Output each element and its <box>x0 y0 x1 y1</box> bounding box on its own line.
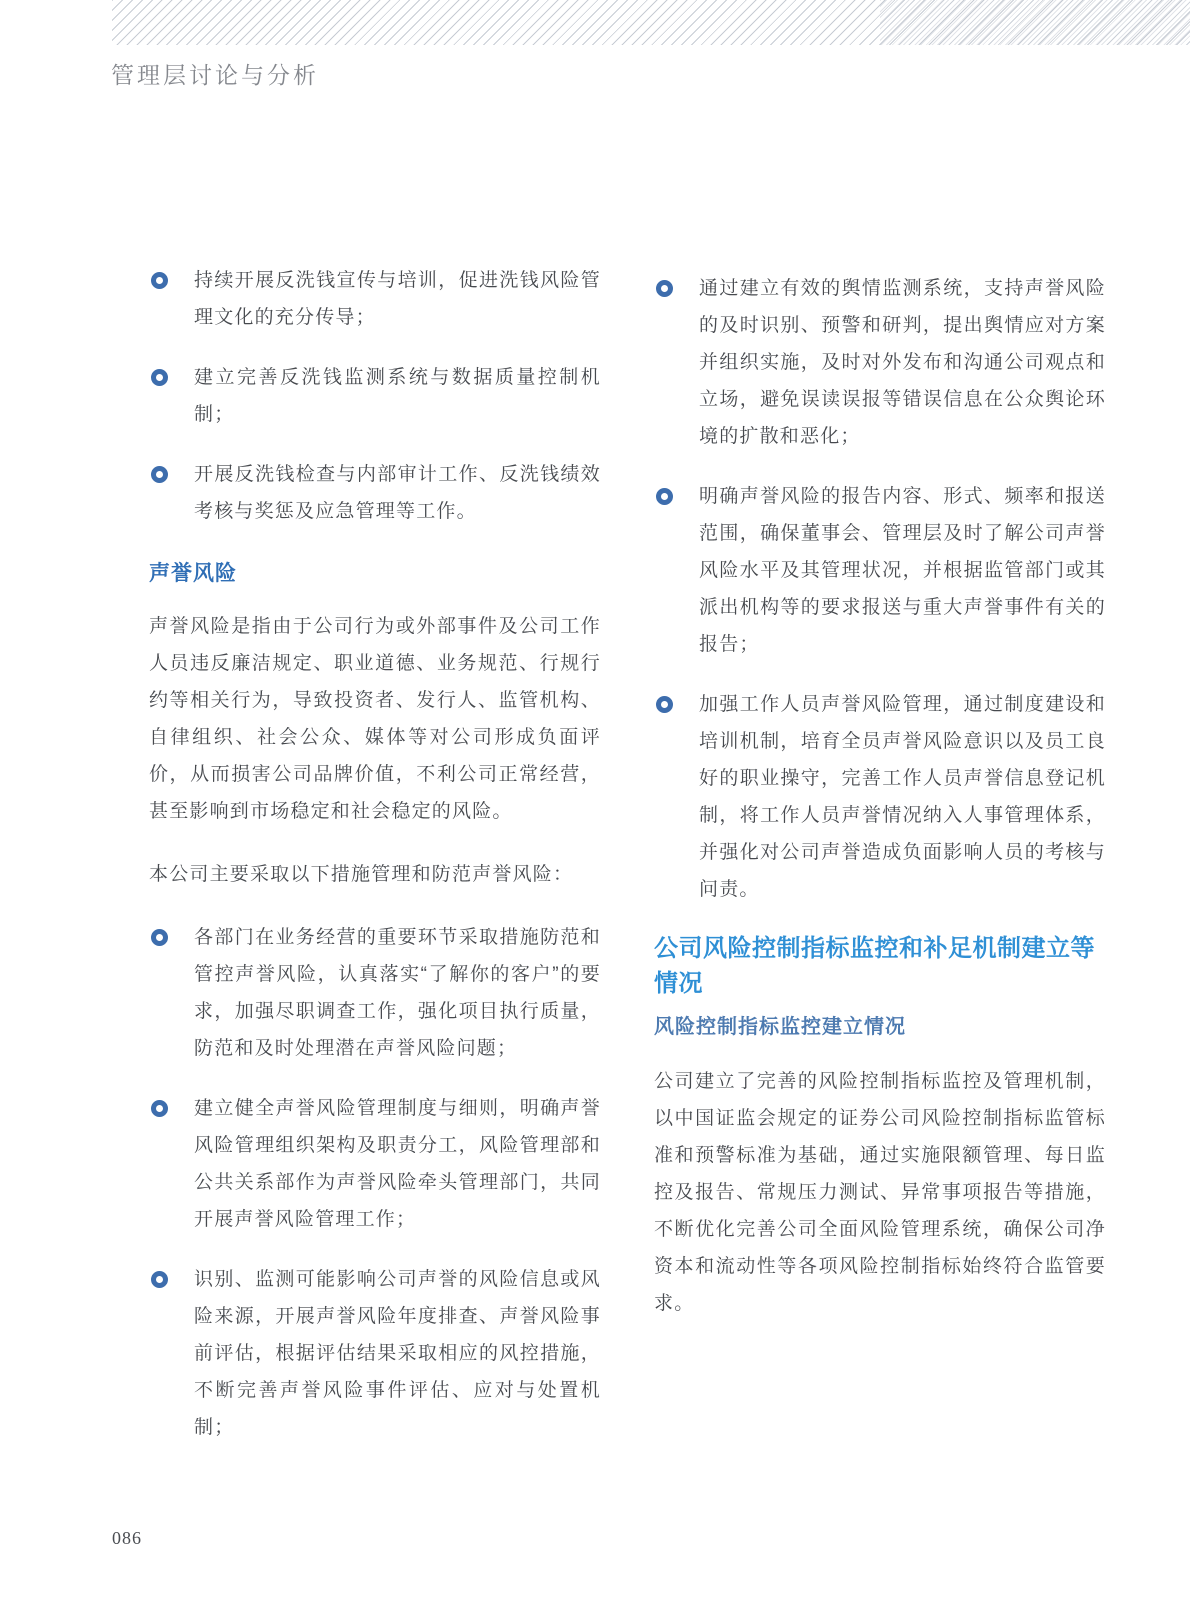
list-item <box>654 270 1106 455</box>
list-item <box>149 919 601 1067</box>
bullet-ring-icon <box>656 488 673 505</box>
bullet-ring-icon <box>151 466 168 483</box>
page-number: 086 <box>112 1528 142 1548</box>
list-item <box>149 359 601 433</box>
paragraph-risk-control-body: 公司建立了完善的风险控制指标监控及管理机制，以中国证监会规定的证券公司风险控制指标监管标准和预警标准为基础，通过实施限额管理、每日监控及报告、常规压力测试、异常事项报告等措施，不断优化完善公司全面风险管理系统，确保公司净资本和流动性等各项风险控制指标始终符合监管要求。 <box>654 1071 1106 1314</box>
decorative-hatch-dense-band <box>880 0 1190 45</box>
section-heading-reputation-risk: 声誉风险 <box>149 562 237 585</box>
bullet-text: 持续开展反洗钱宣传与培训，促进洗钱风险管理文化的充分传导； <box>194 270 601 328</box>
bullet-text: 明确声誉风险的报告内容、形式、频率和报送范围，确保董事会、管理层及时了解公司声誉风险水平及其管理状况，并根据监管部门或其派出机构等的要求报送与重大声誉事件有关的报告； <box>699 486 1106 655</box>
list-item <box>654 686 1106 908</box>
list-item <box>149 456 601 530</box>
bullet-ring-icon <box>656 280 673 297</box>
bullet-text: 识别、监测可能影响公司声誉的风险信息或风险来源，开展声誉风险年度排查、声誉风险事前评估，根据评估结果采取相应的风控措施，不断完善声誉风险事件评估、应对与处置机制； <box>194 1269 601 1438</box>
left-column <box>149 262 601 1469</box>
bullet-ring-icon <box>656 696 673 713</box>
bullet-ring-icon <box>151 272 168 289</box>
bullet-text: 加强工作人员声誉风险管理，通过制度建设和培训机制，培育全员声誉风险意识以及员工良好的职业操守，完善工作人员声誉信息登记机制，将工作人员声誉情况纳入人事管理体系，并强化对公司声誉造成负面影响人员的考核与问责。 <box>699 694 1106 900</box>
list-item <box>149 262 601 336</box>
subheading-monitoring-setup: 风险控制指标监控建立情况 <box>654 1016 906 1038</box>
list-item <box>654 478 1106 663</box>
right-column <box>654 270 1106 1348</box>
bullet-text: 建立完善反洗钱监测系统与数据质量控制机制； <box>194 367 601 425</box>
bullet-ring-icon <box>151 369 168 386</box>
section-heading-risk-control-indicators: 公司风险控制指标监控和补足机制建立等情况 <box>654 935 1095 997</box>
bullet-ring-icon <box>151 929 168 946</box>
paragraph-measures-intro: 本公司主要采取以下措施管理和防范声誉风险： <box>149 864 574 885</box>
bullet-text: 通过建立有效的舆情监测系统，支持声誉风险的及时识别、预警和研判，提出舆情应对方案并组织实施，及时对外发布和沟通公司观点和立场，避免误读误报等错误信息在公众舆论环境的扩散和恶化； <box>699 278 1106 447</box>
list-item <box>149 1090 601 1238</box>
list-item <box>149 1261 601 1446</box>
page-header-title: 管理层讨论与分析 <box>111 63 319 88</box>
bullet-text: 开展反洗钱检查与内部审计工作、反洗钱绩效考核与奖惩及应急管理等工作。 <box>194 464 601 522</box>
bullet-text: 建立健全声誉风险管理制度与细则，明确声誉风险管理组织架构及职责分工，风险管理部和公共关系部作为声誉风险牵头管理部门，共同开展声誉风险管理工作； <box>194 1098 601 1230</box>
bullet-text: 各部门在业务经营的重要环节采取措施防范和管控声誉风险，认真落实“了解你的客户”的要求，加强尽职调查工作，强化项目执行质量，防范和及时处理潜在声誉风险问题； <box>194 927 601 1059</box>
bullet-ring-icon <box>151 1271 168 1288</box>
paragraph-reputation-definition: 声誉风险是指由于公司行为或外部事件及公司工作人员违反廉洁规定、职业道德、业务规范、行规行约等相关行为，导致投资者、发行人、监管机构、自律组织、社会公众、媒体等对公司形成负面评价，从而损害公司品牌价值，不利公司正常经营，甚至影响到市场稳定和社会稳定的风险。 <box>149 616 601 822</box>
decorative-hatch-banner <box>112 0 1190 45</box>
bullet-ring-icon <box>151 1100 168 1117</box>
